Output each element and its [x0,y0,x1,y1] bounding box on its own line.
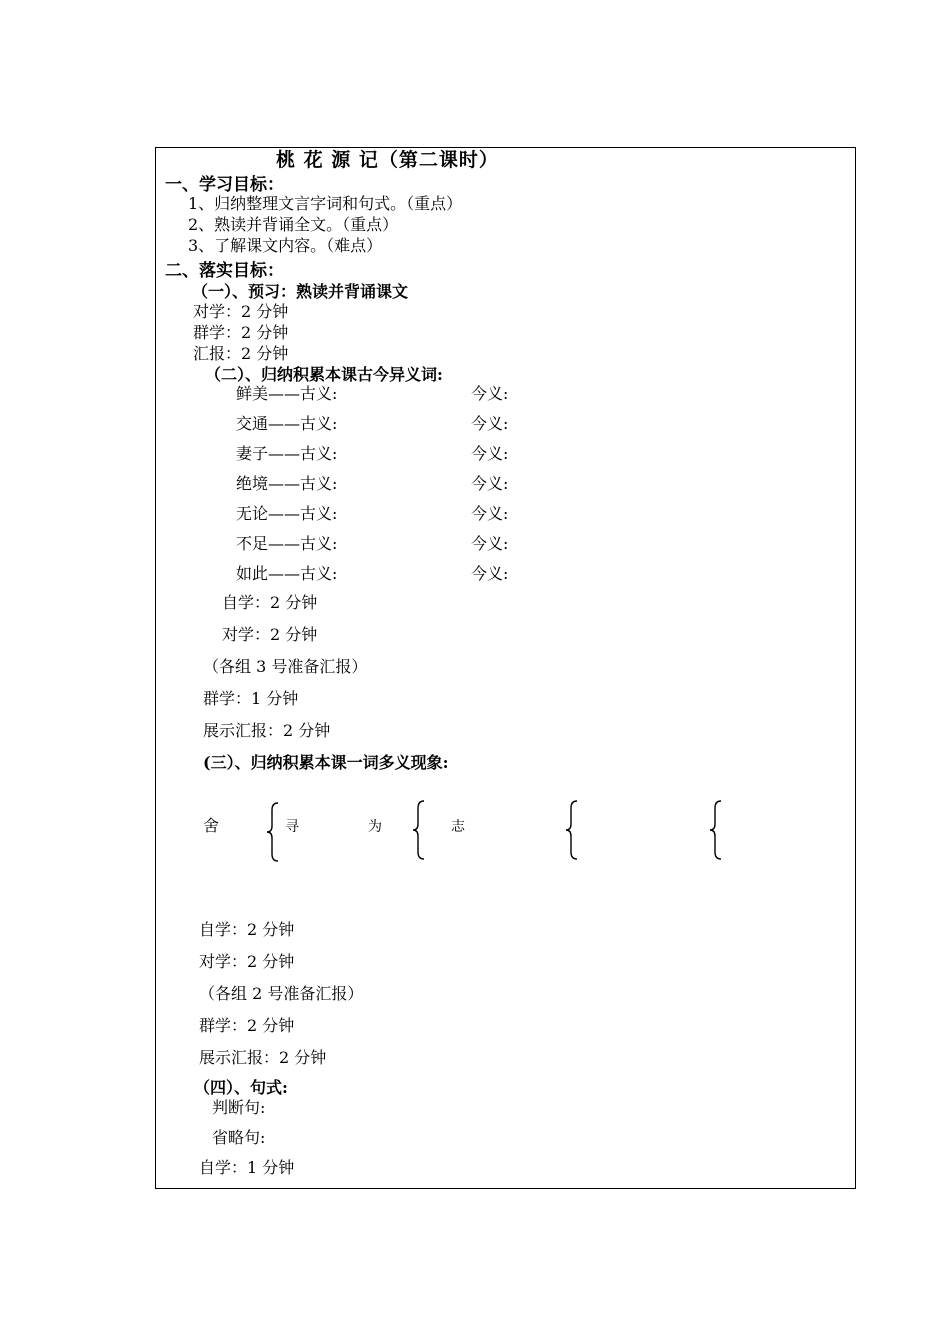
left-brace-icon [709,800,723,860]
polysemy-char: 为 [368,819,382,835]
objective-1: 1、归纳整理文言字词和句式。（重点） [188,194,463,213]
word-ancient-meaning: 鲜美——古义: [236,384,338,403]
part-3-step: 自学：2 分钟 [199,920,295,939]
part-1-step: 群学：2 分钟 [193,323,289,342]
word-ancient-meaning: 绝境——古义: [236,474,338,493]
left-brace-icon [412,800,426,860]
sentence-pattern-item: 省略句: [212,1128,266,1147]
part-2-step: 群学：1 分钟 [203,689,299,708]
polysemy-char: 寻 [285,819,299,835]
sentence-pattern-item: 判断句: [212,1098,266,1117]
part-2-heading: （二）、归纳积累本课古今异义词: [205,365,443,384]
word-ancient-meaning: 如此——古义: [236,564,338,583]
part-3-step: 群学：2 分钟 [199,1016,295,1035]
part-2-step: 对学：2 分钟 [222,625,318,644]
section-2-heading: 二、落实目标： [165,261,284,281]
part-3-step: （各组 2 号准备汇报） [199,984,364,1003]
left-brace-icon [266,802,280,862]
section-1-heading: 一、学习目标： [165,175,284,195]
part-2-step: 展示汇报：2 分钟 [203,721,331,740]
part-1-step: 汇报：2 分钟 [193,344,289,363]
word-modern-meaning: 今义: [471,384,509,403]
word-ancient-meaning: 交通——古义: [236,414,338,433]
part-2-step: 自学：2 分钟 [222,593,318,612]
part-3-heading: (三）、归纳积累本课一词多义现象: [203,753,449,772]
polysemy-char: 志 [451,819,465,835]
polysemy-char: 舍 [203,816,220,835]
part-4-step: 自学：1 分钟 [199,1158,295,1177]
part-3-step: 对学：2 分钟 [199,952,295,971]
left-brace-icon [565,800,579,860]
part-2-step: （各组 3 号准备汇报） [203,657,368,676]
word-ancient-meaning: 无论——古义: [236,504,338,523]
word-modern-meaning: 今义: [471,444,509,463]
word-modern-meaning: 今义: [471,504,509,523]
word-ancient-meaning: 妻子——古义: [236,444,338,463]
part-3-step: 展示汇报：2 分钟 [199,1048,327,1067]
objective-3: 3、了解课文内容。（难点） [188,236,383,255]
word-modern-meaning: 今义: [471,564,509,583]
word-ancient-meaning: 不足——古义: [236,534,338,553]
page-title: 桃 花 源 记（第二课时） [276,149,499,171]
word-modern-meaning: 今义: [471,534,509,553]
part-1-heading: （一）、预习：熟读并背诵课文 [192,282,409,301]
word-modern-meaning: 今义: [471,414,509,433]
word-modern-meaning: 今义: [471,474,509,493]
part-4-heading: （四）、句式: [194,1078,288,1097]
objective-2: 2、熟读并背诵全文。（重点） [188,215,399,234]
part-1-step: 对学：2 分钟 [193,302,289,321]
